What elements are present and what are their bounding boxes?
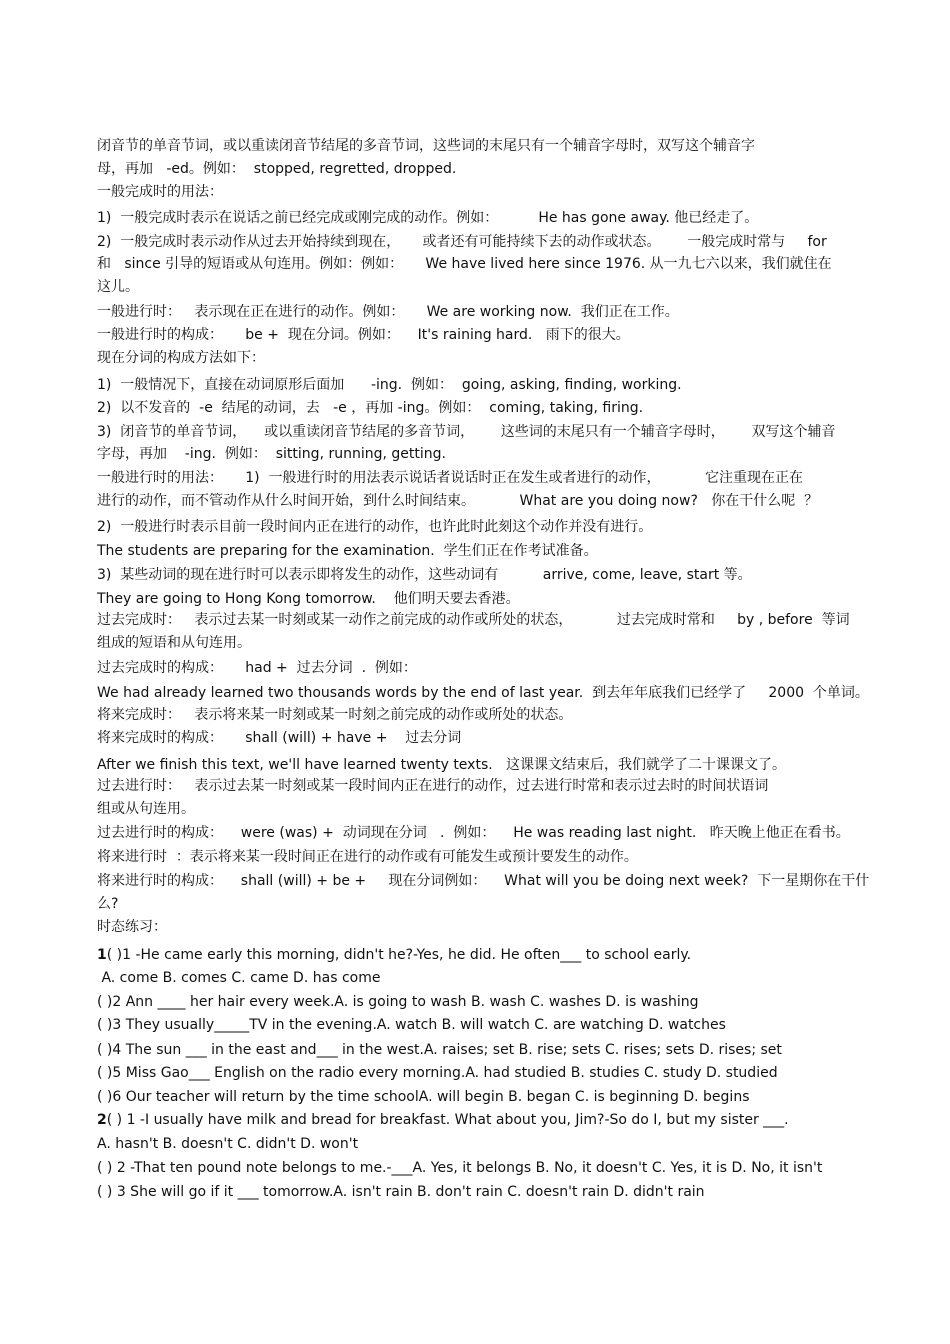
text-line: 闭音节的单音节词，或以重读闭音节结尾的多音节词，这些词的末尾只有一个辅音字母时，双写这个辅音字 [97, 138, 755, 154]
text-line: 过去完成时的构成： had + 过去分词 . 例如： [97, 660, 417, 676]
text-line: We had already learned two thousands words by the end of last year. 到去年年底我们已经学了 2000 个单词。 [97, 685, 869, 701]
text-line: 2) 以不发音的 -e 结尾的动词，去 -e ，再加 -ing。例如： coming, taking, firing. [97, 400, 644, 416]
text-line: 一般进行时的构成： be + 现在分词。例如： It's raining hard. 雨下的很大。 [97, 327, 630, 343]
text-line: 将来进行时 ：表示将来某一段时间正在进行的动作或有可能发生或预计要发生的动作。 [97, 849, 638, 865]
text-line: 3) 某些动词的现在进行时可以表示即将发生的动作，这些动词有 arrive, come, leave, start 等。 [97, 567, 752, 583]
text-line: The students are preparing for the examination. 学生们正在作考试准备。 [97, 543, 598, 559]
exercise-question: ( )4 The sun ___ in the east and___ in the west.A. raises; set B. rise; sets C. rises; sets D. rises; set [97, 1042, 782, 1058]
text-line: 过去完成时： 表示过去某一时刻或某一动作之前完成的动作或所处的状态， 过去完成时常和 by , before 等词 [97, 612, 850, 628]
exercise-question: ( ) 3 She will go if it ___ tomorrow.A. isn't rain B. don't rain C. doesn't rain D. didn't rain [97, 1184, 705, 1200]
text-line: 1) 一般情况下，直接在动词原形后面加 -ing. 例如： going, asking, finding, working. [97, 377, 682, 393]
question-text: ( ) 1 -I usually have milk and bread for breakfast. What about you, Jim?-So do I, but my sister ___. [106, 1112, 789, 1128]
exercise-question: ( )6 Our teacher will return by the time schoolA. will begin B. began C. is beginning D. begins [97, 1089, 750, 1105]
text-line: 这儿。 [97, 279, 139, 295]
exercise-question: ( )5 Miss Gao___ English on the radio every morning.A. had studied B. studies C. study D. studied [97, 1065, 778, 1081]
text-line: 过去进行时的构成： were (was) + 动词现在分词 . 例如： He was reading last night. 昨天晚上他正在看书。 [97, 825, 850, 841]
text-line: 将来完成时的构成： shall (will) + have + 过去分词 [97, 730, 462, 746]
text-line: 一般进行时： 表示现在正在进行的动作。例如： We are working now. 我们正在工作。 [97, 304, 679, 320]
exercise-group-number: 2 [97, 1112, 107, 1128]
section-heading: 时态练习： [97, 919, 167, 935]
text-line: 组成的短语和从句连用。 [97, 635, 251, 651]
text-line: 组或从句连用。 [97, 801, 195, 817]
text-line: 过去进行时： 表示过去某一时刻或某一段时间内正在进行的动作，过去进行时常和表示过去时的时间状语词 [97, 778, 769, 794]
text-line: 一般进行时的用法： 1) 一般进行时的用法表示说话者说话时正在发生或者进行的动作， 它注重现在正在 [97, 470, 804, 486]
exercise-question [97, 1111, 867, 1129]
exercise-options: A. come B. comes C. came D. has come [97, 970, 381, 986]
text-line: 2) 一般进行时表示目前一段时间内正在进行的动作，也许此时此刻这个动作并没有进行。 [97, 519, 653, 535]
text-line: 么? [97, 896, 119, 912]
text-line: 将来完成时： 表示将来某一时刻或某一时刻之前完成的动作或所处的状态。 [97, 707, 573, 723]
exercise-options: A. hasn't B. doesn't C. didn't D. won't [97, 1136, 359, 1152]
text-line: They are going to Hong Kong tomorrow. 他们明天要去香港。 [97, 591, 520, 607]
exercise-question: ( ) 2 -That ten pound note belongs to me.-___A. Yes, it belongs B. No, it doesn't C. Yes, it is D. No, it isn't [97, 1160, 823, 1176]
exercise-group-number: 1 [97, 947, 107, 963]
text-line: After we finish this text, we'll have learned twenty texts. 这课课文结束后，我们就学了二十课课文了。 [97, 757, 787, 773]
text-line: 3) 闭音节的单音节词， 或以重读闭音节结尾的多音节词， 这些词的末尾只有一个辅音字母时， 双写这个辅音 [97, 424, 836, 440]
text-line: 1) 一般完成时表示在说话之前已经完成或刚完成的动作。例如： He has gone away. 他已经走了。 [97, 210, 759, 226]
text-line: 进行的动作，而不管动作从什么时间开始，到什么时间结束。 What are you doing now? 你在干什么呢 ？ [97, 493, 819, 509]
text-line: 母，再加 -ed。例如： stopped, regretted, dropped. [97, 161, 457, 177]
text-line: 将来进行时的构成： shall (will) + be + 现在分词例如： What will you be doing next week? 下一星期你在干什 [97, 873, 870, 889]
exercise-question [97, 946, 867, 964]
text-line: 和 since 引导的短语或从句连用。例如：例如： We have lived here since 1976. 从一九七六以来，我们就住在 [97, 256, 832, 272]
exercise-question: ( )3 They usually_____TV in the evening.A. watch B. will watch C. are watching D. watches [97, 1017, 726, 1033]
exercise-question: ( )2 Ann ____ her hair every week.A. is going to wash B. wash C. washes D. is washing [97, 994, 699, 1010]
text-line: 字母，再加 -ing. 例如： sitting, running, getting. [97, 446, 446, 462]
section-heading: 现在分词的构成方法如下： [97, 350, 265, 366]
text-line: 2) 一般完成时表示动作从过去开始持续到现在， 或者还有可能持续下去的动作或状态。 一般完成时常与 for [97, 234, 827, 250]
section-heading: 一般完成时的用法： [97, 184, 223, 200]
question-text: ( )1 -He came early this morning, didn't he?-Yes, he did. He often___ to school early. [106, 947, 692, 963]
